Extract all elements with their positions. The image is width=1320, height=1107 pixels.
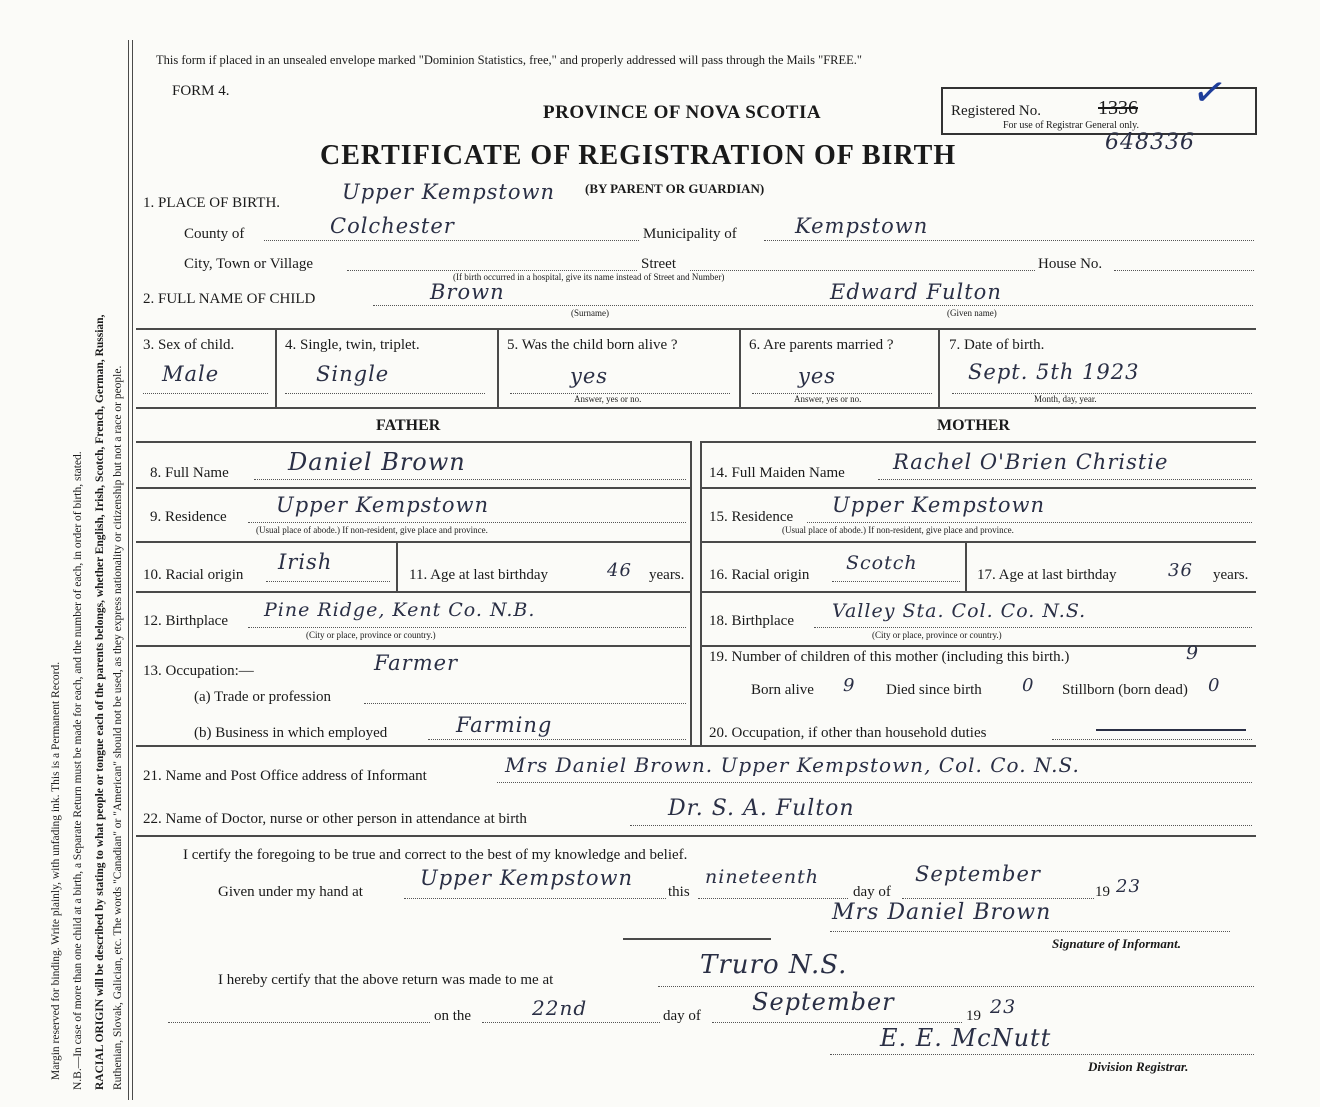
born-alive-label: Born alive bbox=[751, 682, 814, 698]
father-trade-label: (a) Trade or profession bbox=[194, 689, 332, 705]
surname-note: (Surname) bbox=[571, 308, 609, 318]
municipality-label: Municipality of bbox=[643, 226, 737, 242]
hospital-note: (If birth occurred in a hospital, give its name instead of Street and Number) bbox=[453, 272, 725, 282]
married-label: 6. Are parents married ? bbox=[749, 337, 894, 353]
registered-new-number: 648336 bbox=[1105, 130, 1195, 155]
mail-notice: This form if placed in an unsealed envelope marked "Dominion Statistics, free," and properly addressed will pass through the Mails "FREE." bbox=[156, 53, 863, 67]
informant-signature: Mrs Daniel Brown bbox=[832, 900, 1052, 925]
doctor-label: 22. Name of Doctor, nurse or other person in attendance at birth bbox=[143, 811, 527, 827]
binding-line bbox=[128, 40, 129, 1100]
certify-separator bbox=[623, 938, 771, 940]
place-value: Upper Kempstown bbox=[342, 180, 555, 204]
father-business-label: (b) Business in which employed bbox=[194, 725, 388, 741]
stillborn-value: 0 bbox=[1208, 675, 1221, 696]
row3-bottom-rule bbox=[136, 407, 1256, 409]
mother-heading: MOTHER bbox=[937, 417, 1010, 434]
house-label: House No. bbox=[1038, 256, 1103, 272]
father-race-value: Irish bbox=[278, 550, 333, 574]
father-age-label: 11. Age at last birthday bbox=[409, 567, 548, 583]
registered-note: For use of Registrar General only. bbox=[1003, 120, 1139, 131]
county-value: Colchester bbox=[330, 214, 455, 238]
return-day-value: 22nd bbox=[532, 996, 588, 1020]
mother-name-value: Rachel O'Brien Christie bbox=[893, 450, 1169, 474]
county-label: County of bbox=[184, 226, 245, 242]
mother-birthplace-note: (City or place, province or country.) bbox=[872, 630, 1002, 640]
given-under-label: Given under my hand at bbox=[218, 884, 363, 900]
given-day-value: nineteenth bbox=[705, 866, 820, 888]
informant-signature-label: Signature of Informant. bbox=[1052, 936, 1181, 951]
mother-occupation-dash bbox=[1096, 729, 1246, 731]
day-of-label: day of bbox=[853, 884, 891, 900]
certificate-subtitle: (BY PARENT OR GUARDIAN) bbox=[585, 181, 765, 196]
doctor-value: Dr. S. A. Fulton bbox=[668, 796, 855, 821]
married-answer-note: Answer, yes or no. bbox=[794, 394, 862, 404]
sex-label: 3. Sex of child. bbox=[143, 337, 235, 353]
alive-label: 5. Was the child born alive ? bbox=[507, 337, 678, 353]
given-year-prefix: 19 bbox=[1095, 884, 1110, 900]
given-year-value: 23 bbox=[1116, 876, 1141, 897]
mother-children-value: 9 bbox=[1186, 642, 1200, 664]
mother-children-label: 19. Number of children of this mother (including this birth.) bbox=[709, 649, 1070, 665]
form-number: FORM 4. bbox=[172, 83, 230, 99]
informant-value: Mrs Daniel Brown. Upper Kempstown, Col. Co. N.S. bbox=[505, 753, 1080, 777]
father-race-label: 10. Racial origin bbox=[143, 567, 244, 583]
father-birthplace-note: (City or place, province or country.) bbox=[306, 630, 436, 640]
father-birthplace-value: Pine Ridge, Kent Co. N.B. bbox=[264, 599, 536, 621]
mother-birthplace-value: Valley Sta. Col. Co. N.S. bbox=[832, 600, 1087, 622]
binding-line-inner bbox=[132, 40, 133, 1100]
born-alive-value: 9 bbox=[843, 675, 856, 696]
certificate-title: CERTIFICATE OF REGISTRATION OF BIRTH bbox=[320, 140, 957, 171]
stillborn-label: Stillborn (born dead) bbox=[1062, 682, 1188, 698]
died-label: Died since birth bbox=[886, 682, 982, 698]
mother-race-label: 16. Racial origin bbox=[709, 567, 810, 583]
mother-birthplace-label: 18. Birthplace bbox=[709, 613, 794, 629]
mother-age-label: 17. Age at last birthday bbox=[977, 567, 1117, 583]
father-name-value: Daniel Brown bbox=[288, 448, 466, 476]
single-label: 4. Single, twin, triplet. bbox=[285, 337, 420, 353]
return-place-value: Truro N.S. bbox=[700, 950, 848, 980]
registrar-label: Division Registrar. bbox=[1088, 1059, 1189, 1074]
return-day-of-label: day of bbox=[663, 1008, 701, 1024]
father-occupation-label: 13. Occupation:— bbox=[143, 663, 254, 679]
registered-label: Registered No. bbox=[951, 103, 1041, 119]
mother-name-label: 14. Full Maiden Name bbox=[709, 465, 845, 481]
sex-value: Male bbox=[162, 362, 220, 386]
dob-note: Month, day, year. bbox=[1034, 394, 1097, 404]
return-year-value: 23 bbox=[990, 996, 1017, 1018]
given-place-value: Upper Kempstown bbox=[420, 866, 633, 890]
single-value: Single bbox=[316, 362, 390, 386]
father-residence-value: Upper Kempstown bbox=[276, 493, 489, 517]
return-label: I hereby certify that the above return was made to me at bbox=[218, 972, 554, 988]
check-mark-icon: ✓ bbox=[1189, 67, 1231, 118]
margin-note-racial-origin: RACIAL ORIGIN will be described by stating to what people or tongue each of the parents belongs, whether English, Irish, Scotch, French, German, Russian, bbox=[94, 314, 106, 1090]
certify-statement: I certify the foregoing to be true and correct to the best of my knowledge and belief. bbox=[183, 847, 688, 863]
margin-note-multiple-births: N.B.—In case of more than one child at a birth, a Separate Return must be made for each, and the number of each, in order of birth, stated. bbox=[72, 451, 84, 1090]
registered-old-number: 1336 bbox=[1098, 97, 1138, 119]
row3-top-rule bbox=[136, 328, 1256, 330]
father-age-unit: years. bbox=[649, 567, 685, 583]
mother-age-value: 36 bbox=[1168, 560, 1193, 581]
mother-race-value: Scotch bbox=[846, 552, 918, 574]
on-the-label: on the bbox=[434, 1008, 472, 1024]
alive-value: yes bbox=[570, 364, 609, 388]
municipality-value: Kempstown bbox=[795, 214, 929, 238]
given-name-note: (Given name) bbox=[947, 308, 997, 318]
father-age-value: 46 bbox=[607, 560, 632, 581]
father-name-label: 8. Full Name bbox=[150, 465, 229, 481]
father-residence-note: (Usual place of abode.) If non-resident, give place and province. bbox=[256, 525, 488, 535]
father-business-value: Farming bbox=[456, 713, 553, 737]
died-value: 0 bbox=[1022, 675, 1035, 696]
return-month-value: September bbox=[752, 988, 895, 1016]
informant-label: 21. Name and Post Office address of Informant bbox=[143, 768, 427, 784]
mother-residence-note: (Usual place of abode.) If non-resident, give place and province. bbox=[782, 525, 1014, 535]
mother-age-unit: years. bbox=[1213, 567, 1249, 583]
dob-value: Sept. 5th 1923 bbox=[968, 360, 1140, 384]
margin-note-binding: Margin reserved for binding. Write plainly, with unfading ink. This is a Permanent Record. bbox=[50, 661, 62, 1080]
street-label: Street bbox=[641, 256, 676, 272]
registered-box bbox=[941, 67, 1257, 135]
this-label: this bbox=[668, 884, 690, 900]
mother-residence-value: Upper Kempstown bbox=[832, 493, 1045, 517]
mother-residence-label: 15. Residence bbox=[709, 509, 794, 525]
given-month-value: September bbox=[915, 862, 1041, 886]
child-surname-value: Brown bbox=[430, 280, 505, 304]
margin-note-nationality: Ruthenian, Slovak, Galician, etc. The words "Canadian" or "American" should not be used, as they express nationality or citizenship but not a race or people. bbox=[112, 365, 124, 1090]
city-label: City, Town or Village bbox=[184, 256, 314, 272]
child-given-value: Edward Fulton bbox=[830, 280, 1002, 304]
mother-occupation-label: 20. Occupation, if other than household duties bbox=[709, 725, 987, 741]
return-year-prefix: 19 bbox=[966, 1008, 981, 1024]
place-label: 1. PLACE OF BIRTH. bbox=[143, 195, 281, 211]
father-occupation-value: Farmer bbox=[374, 651, 459, 675]
dob-label: 7. Date of birth. bbox=[949, 337, 1045, 353]
province-heading: PROVINCE OF NOVA SCOTIA bbox=[543, 102, 822, 123]
registrar-signature: E. E. McNutt bbox=[880, 1024, 1052, 1052]
married-value: yes bbox=[798, 364, 837, 388]
father-birthplace-label: 12. Birthplace bbox=[143, 613, 228, 629]
alive-answer-note: Answer, yes or no. bbox=[574, 394, 642, 404]
father-residence-label: 9. Residence bbox=[150, 509, 227, 525]
father-heading: FATHER bbox=[376, 417, 441, 434]
child-name-label: 2. FULL NAME OF CHILD bbox=[143, 291, 316, 307]
